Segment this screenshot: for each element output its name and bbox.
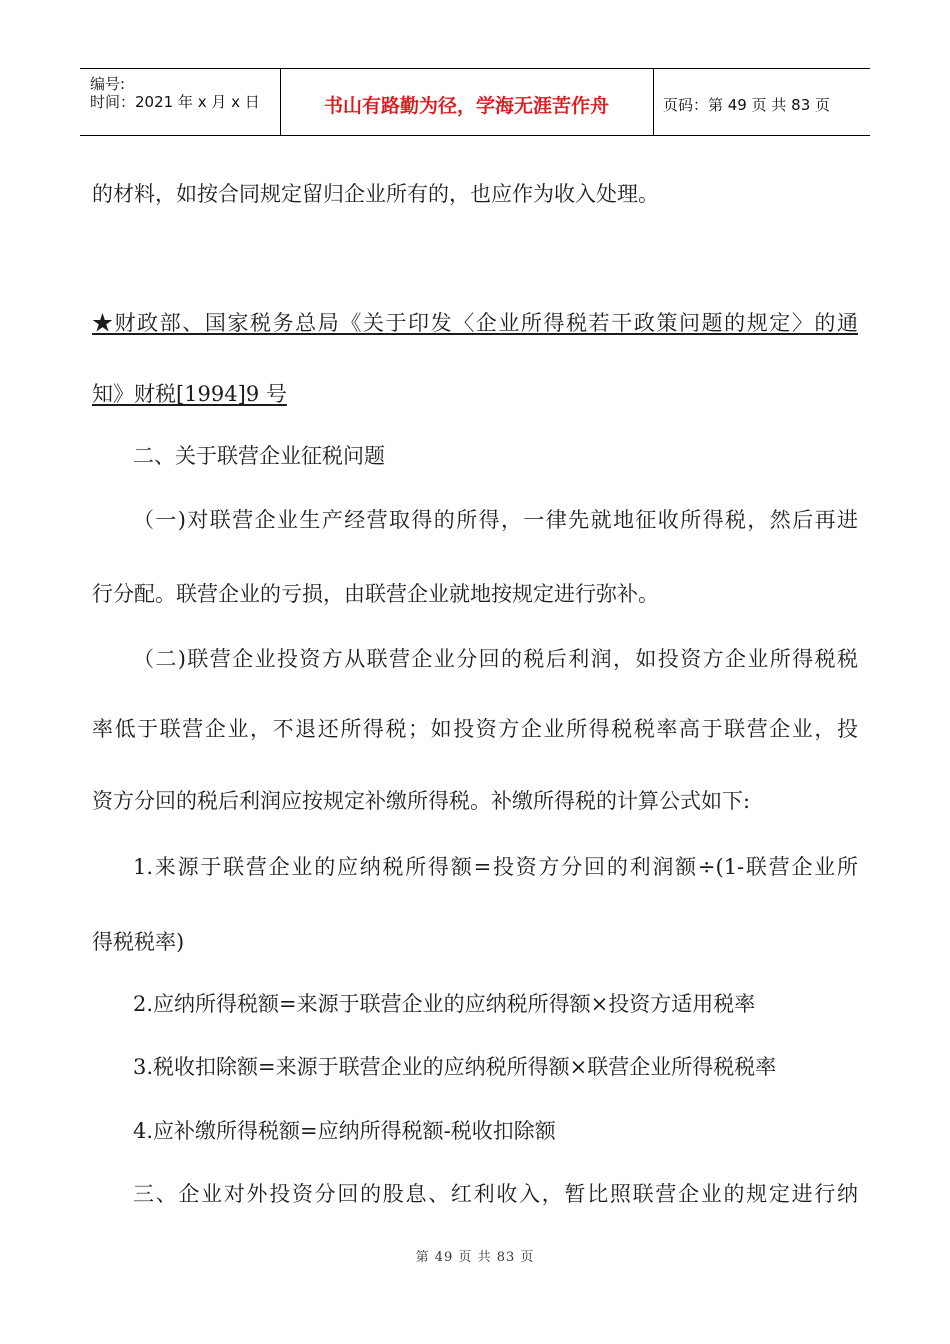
paragraph-line: 资方分回的税后利润应按规定补缴所得税。补缴所得税的计算公式如下:: [92, 789, 751, 813]
formula-line: 3.税收扣除额=来源于联营企业的应纳税所得额×联营企业所得税税率: [133, 1055, 777, 1079]
regulation-title-line: ★财政部、国家税务总局《关于印发〈企业所得税若干政策问题的规定〉的通: [92, 311, 858, 335]
header-page-cell: [653, 69, 870, 135]
formula-line: 得税税率): [92, 930, 185, 954]
header-meta-cell: [80, 69, 281, 135]
page-number-label: 页码：第 49 页 共 83 页: [663, 96, 831, 114]
date-label: 时间：2021 年 x 月 x 日: [90, 93, 260, 111]
motto-text: 书山有路勤为径，学海无涯苦作舟: [323, 95, 609, 117]
formula-line: 2.应纳所得税额=来源于联营企业的应纳税所得额×投资方适用税率: [133, 992, 756, 1016]
regulation-title-line: 知》财税[1994]9 号: [92, 382, 287, 406]
paragraph-line: 行分配。联营企业的亏损，由联营企业就地按规定进行弥补。: [92, 582, 659, 606]
page-header: [80, 68, 870, 136]
number-label: 编号:: [90, 75, 126, 93]
section-heading: 二、关于联营企业征税问题: [133, 444, 385, 468]
paragraph-line: （二)联营企业投资方从联营企业分回的税后利润，如投资方企业所得税税: [133, 647, 858, 671]
formula-line: 4.应补缴所得税额=应纳所得税额-税收扣除额: [133, 1119, 556, 1143]
paragraph-line: 的材料，如按合同规定留归企业所有的，也应作为收入处理。: [92, 182, 659, 206]
header-motto-cell: [280, 69, 654, 135]
paragraph-line: （一)对联营企业生产经营取得的所得，一律先就地征收所得税，然后再进: [133, 508, 858, 532]
paragraph-line: 率低于联营企业，不退还所得税；如投资方企业所得税税率高于联营企业，投: [92, 717, 858, 741]
section-heading: 三、企业对外投资分回的股息、红利收入，暂比照联营企业的规定进行纳: [133, 1182, 858, 1206]
page-footer: 第 49 页 共 83 页: [415, 1250, 535, 1265]
formula-line: 1.来源于联营企业的应纳税所得额=投资方分回的利润额÷(1-联营企业所: [133, 855, 858, 879]
